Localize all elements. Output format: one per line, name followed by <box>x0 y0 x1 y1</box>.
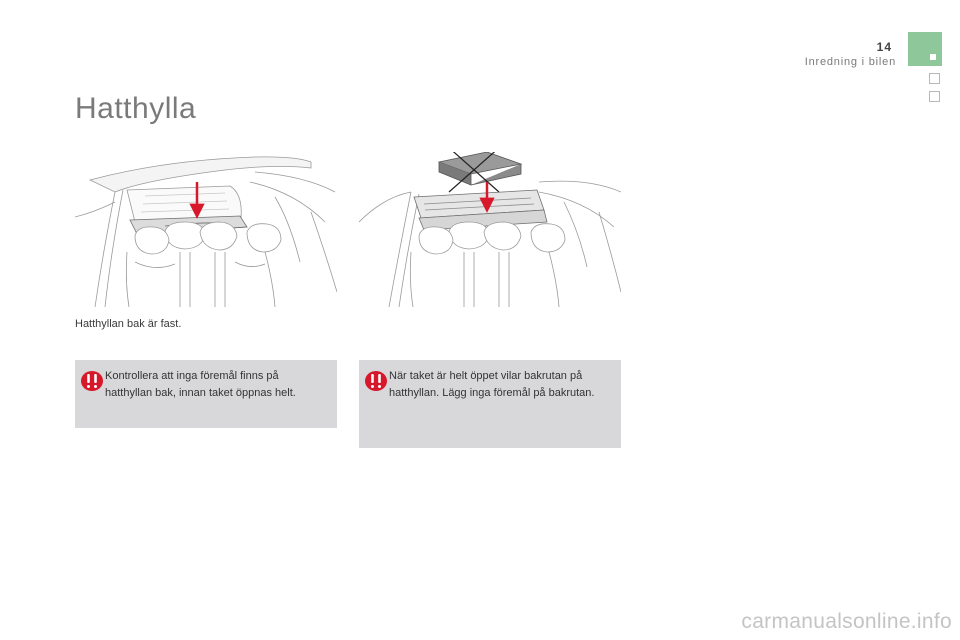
parcel-shelf-illustration <box>75 152 337 307</box>
chapter-tab[interactable] <box>929 73 940 84</box>
warning-icon <box>363 368 389 394</box>
illustration-caption: Hatthyllan bak är fast. <box>75 318 182 330</box>
chapter-tab-active[interactable] <box>908 32 942 66</box>
warning-text: Kontrollera att inga föremål finns på hatthyllan bak, innan taket öppnas helt. <box>105 370 296 399</box>
chapter-tab[interactable] <box>929 91 940 102</box>
section-name: Inredning i bilen <box>804 56 896 68</box>
warning-icon <box>79 368 105 394</box>
tab-marker-icon <box>930 54 936 60</box>
page-number: 14 <box>876 40 892 54</box>
page-title: Hatthylla <box>75 92 197 125</box>
warning-box <box>75 360 337 428</box>
rear-window-on-shelf-illustration <box>359 152 621 307</box>
watermark: carmanualsonline.info <box>741 610 952 633</box>
warning-box <box>359 360 621 448</box>
warning-text: När taket är helt öppet vilar bakrutan på hatthyllan. Lägg inga föremål på bakrutan. <box>389 370 595 399</box>
